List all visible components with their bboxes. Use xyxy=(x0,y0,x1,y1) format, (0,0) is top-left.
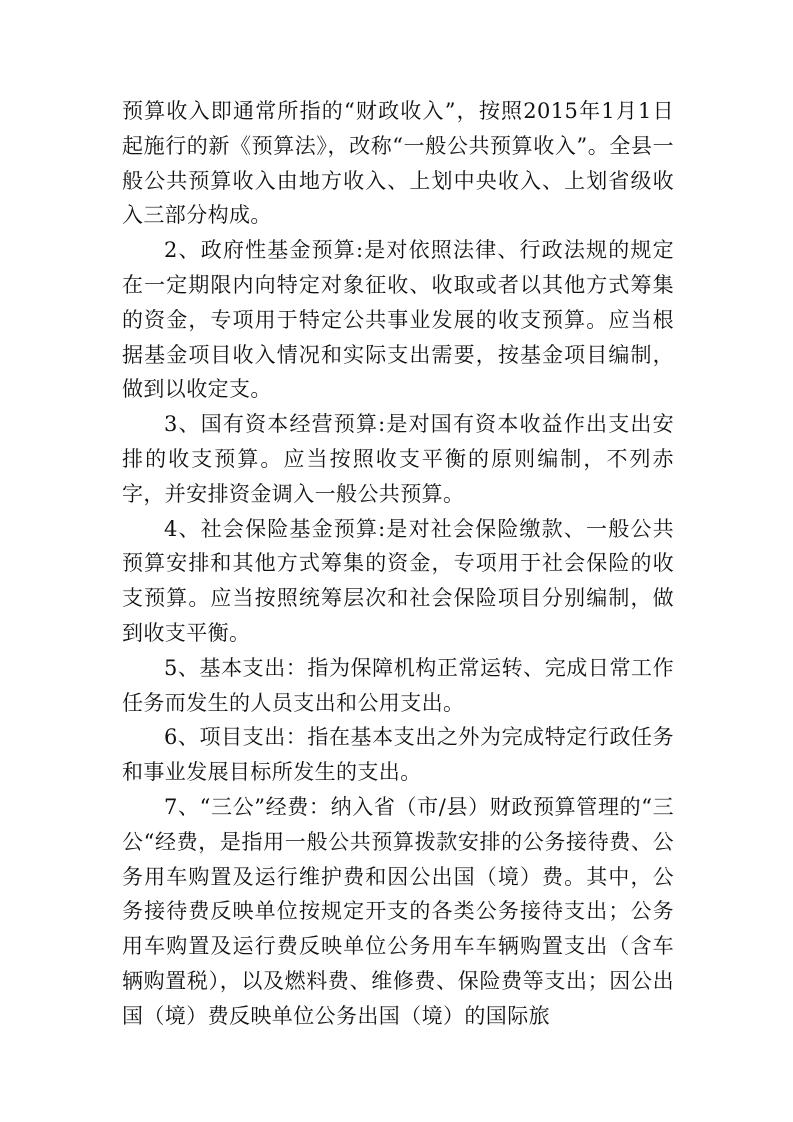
document-body xyxy=(122,94,674,1034)
paragraph-intro-continued: 预算收入即通常所指的“财政收入”，按照2015年1月1日起施行的新《预算法》，改称“一般公共预算收入”。全县一般公共预算收入由地方收入、上划中央收入、上划省级收入三部分构成。 xyxy=(122,99,674,228)
paragraph-item-2-government-fund-budget: 2、政府性基金预算:是对依照法律、行政法规的规定在一定期限内向特定对象征收、收取或者以其他方式筹集的资金，专项用于特定公共事业发展的收支预算。应当根据基金项目收入情况和实际支出需要，按基金项目编制，做到以收定支。 xyxy=(122,238,674,402)
paragraph-item-6-project-expenditure: 6、项目支出：指在基本支出之外为完成特定行政任务和事业发展目标所发生的支出。 xyxy=(122,725,674,785)
paragraph-item-7-three-public-expenses: 7、“三公”经费：纳入省（市/县）财政预算管理的“三公“经费，是指用一般公共预算拨款安排的公务接待费、公务用车购置及运行维护费和因公出国（境）费。其中，公务接待费反映单位按规定开支的各类公务接待支出；公务用车购置及运行费反映单位公务用车车辆购置支出（含车辆购置税），以及燃料费、维修费、保险费等支出；因公出国（境）费反映单位公务出国（境）的国际旅 xyxy=(122,794,674,1028)
paragraph-item-4-social-insurance-budget: 4、社会保险基金预算:是对社会保险缴款、一般公共预算安排和其他方式筹集的资金，专项用于社会保险的收支预算。应当按照统筹层次和社会保险项目分别编制，做到收支平衡。 xyxy=(122,516,674,645)
paragraph-item-3-state-capital-budget: 3、国有资本经营预算:是对国有资本收益作出支出安排的收支预算。应当按照收支平衡的原则编制，不列赤字，并安排资金调入一般公共预算。 xyxy=(122,412,674,506)
paragraph-item-5-basic-expenditure: 5、基本支出：指为保障机构正常运转、完成日常工作任务而发生的人员支出和公用支出。 xyxy=(122,655,674,715)
